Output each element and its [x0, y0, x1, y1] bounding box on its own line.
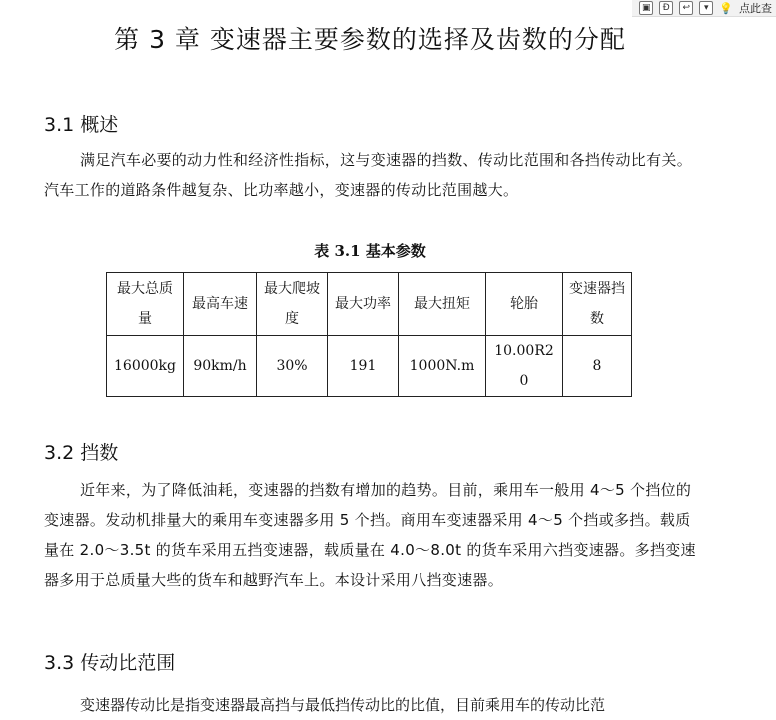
browser-toolbar: [632, 0, 776, 17]
bookmark-icon[interactable]: Ð: [659, 1, 673, 15]
dropdown-icon[interactable]: ▾: [699, 1, 713, 15]
table-caption: 表 3.1 基本参数: [314, 242, 426, 260]
table-cell: 10.00R20: [486, 336, 563, 397]
table-header-cell: 最大功率: [328, 273, 399, 336]
table-header-cell: 变速器挡数: [563, 273, 632, 336]
table-header-cell: 最大扭矩: [399, 273, 486, 336]
ratio-range-paragraph: 变速器传动比是指变速器最高挡与最低挡传动比的比值，目前乘用车的传动比范: [80, 696, 606, 714]
chapter-title: 第 3 章 变速器主要参数的选择及齿数的分配: [114, 25, 626, 54]
table-header-row: [107, 273, 632, 336]
hint-link[interactable]: 点此查: [739, 2, 772, 15]
table-header-cell: 最大爬坡度: [257, 273, 328, 336]
back-icon[interactable]: ↩: [679, 1, 693, 15]
table-cell: 90km/h: [184, 336, 257, 397]
table-cell: 30%: [257, 336, 328, 397]
overview-paragraph: 满足汽车必要的动力性和经济性指标，这与变速器的挡数、传动比范围和各挡传动比有关。汽车工作的道路条件越复杂、比功率越小，变速器的传动比范围越大。: [44, 151, 693, 199]
table-cell: 16000kg: [107, 336, 184, 397]
table-cell: 191: [328, 336, 399, 397]
table-header-cell: 最高车速: [184, 273, 257, 336]
section-heading-ratio-range: 3.3 传动比范围: [44, 652, 176, 674]
gears-paragraph: 近年来，为了降低油耗，变速器的挡数有增加的趋势。目前，乘用车一般用 4～5 个挡位的变速器。发动机排量大的乘用车变速器多用 5 个挡。商用车变速器采用 4～5 个挡或多挡。载质量在 2.0～3.5t 的货车采用五挡变速器，载质量在 4.0～8.0t 的货车采用六挡变速器。多挡变速器多用于总质量大些的货车和越野汽车上。本设计采用八挡变速器。: [44, 481, 696, 589]
table-header-cell: 轮胎: [486, 273, 563, 336]
view-icon[interactable]: ▣: [639, 1, 653, 15]
table-cell: 8: [563, 336, 632, 397]
table-row: [107, 336, 632, 397]
section-heading-gears: 3.2 挡数: [44, 442, 119, 464]
table-header-cell: 最大总质量: [107, 273, 184, 336]
parameters-table: [106, 272, 632, 397]
section-heading-overview: 3.1 概述: [44, 114, 119, 136]
table-cell: 1000N.m: [399, 336, 486, 397]
lightbulb-icon: 💡: [719, 1, 733, 15]
